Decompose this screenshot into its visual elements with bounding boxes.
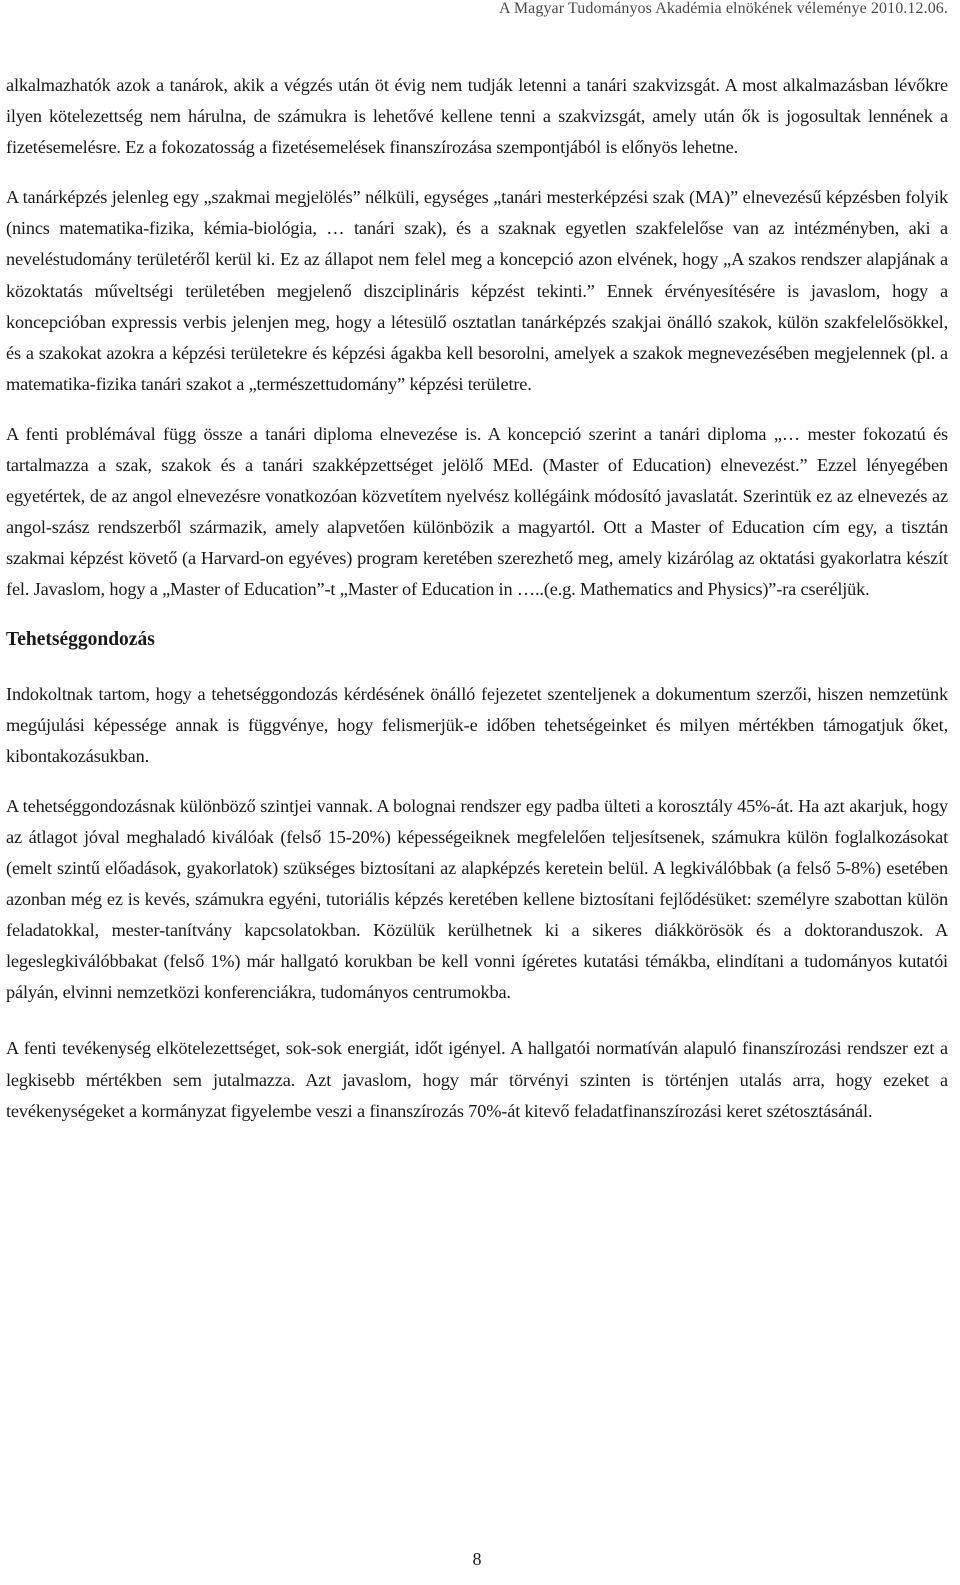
paragraph: Indokoltnak tartom, hogy a tehetséggondozás kérdésének önálló fejezetet szenteljenek a dokumentum szerzői, hiszen nemzetünk megújulási képessége annak is függvénye, hogy felismerjük-e időben tehetségeinket és milyen mértékben támogatjuk őket, kibontakozásukban. (6, 683, 948, 766)
document-page (6, 0, 948, 1585)
page-number: 8 (472, 1549, 482, 1569)
document-body (6, 70, 948, 1127)
section-heading: Tehetséggondozás (6, 628, 155, 650)
paragraph: alkalmazhatók azok a tanárok, akik a végzés után öt évig nem tudják letenni a tanári szakvizsgát. A most alkalmazásban lévőkre ilyen kötelezettség nem hárulna, de számukra is lehetővé kellene tenni a szakvizsgát, amely után ők is jogosultak lennének a fizetésemelésre. Ez a fokozatosság a fizetésemelések finanszírozása szempontjából is előnyös lehetne. (6, 75, 948, 158)
paragraph: A tehetséggondozásnak különböző szintjei vannak. A bolognai rendszer egy padba ülteti a korosztály 45%-át. Ha azt akarjuk, hogy az átlagot jóval meghaladó kiválóak (felső 15-20%) képességeiknek megfelelően teljesítsenek, számukra külön foglalkozásokat (emelt szintű előadások, gyakorlatok) szükséges biztosítani az alapképzés keretein belül. A legkiválóbbak (a felső 5-8%) esetében azonban még ez is kevés, számukra egyéni, tutoriális képzés keretében kellene biztosítani fejlődésüket: személyre szabottan külön feladatokkal, mester-tanítvány kapcsolatokban. Közülük kerülhetnek ki a sikeres diákkörösök és a doktoranduszok. A legeslegkiválóbbakat (felső 1%) már hallgató korukban be kell vonni ígéretes kutatási témákba, elindítani a tudományos kutatói pályán, elvinni nemzetközi konferenciákra, tudományos centrumokba. (6, 795, 948, 1003)
paragraph: A fenti tevékenység elkötelezettséget, sok-sok energiát, időt igényel. A hallgatói normatíván alapuló finanszírozási rendszer ezt a legkisebb mértékben sem jutalmazza. Azt javaslom, hogy már törvényi szinten is történjen utalás arra, hogy ezeket a tevékenységeket a kormányzat figyelembe veszi a finanszírozás 70%-át kitevő feladatfinanszírozási keret szétosztásánál. (6, 1038, 948, 1121)
paragraph: A fenti problémával függ össze a tanári diploma elnevezése is. A koncepció szerint a tanári diploma „… mester fokozatú és tartalmazza a szak, szakok és a tanári szakképzettséget jelölő MEd. (Master of Education) elnevezést.” Ezzel lényegében egyetértek, de az angol elnevezésre vonatkozóan közvetítem nyelvész kollégáink módosító javaslatát. Szerintük ez az elnevezés az angol-szász rendszerből származik, amely alapvetően különbözik a magyartól. Ott a Master of Education cím egy, a tisztán szakmai képzést követő (a Harvard-on egyéves) program keretében szerezhető meg, amely kizárólag az oktatási gyakorlatra készít fel. Javaslom, hogy a „Master of Education”-t „Master of Education in …..(e.g. Mathematics and Physics)”-ra cseréljük. (6, 423, 948, 600)
paragraph: A tanárképzés jelenleg egy „szakmai megjelölés” nélküli, egységes „tanári mesterképzési szak (MA)” elnevezésű képzésben folyik (nincs matematika-fizika, kémia-biológia, … tanári szak), és a szaknak egyetlen szakfelelőse van az intézményben, aki a neveléstudomány területéről kerül ki. Ez az állapot nem felel meg a koncepció azon elvének, hogy „A szakos rendszer alapjának a közoktatás műveltségi területében megjelenő diszciplináris képzést tekinti.” Ennek érvényesítésére is javaslom, hogy a koncepcióban expressis verbis jelenjen meg, hogy a létesülő osztatlan tanárképzés szakjai önálló szakok, külön szakfelelősökkel, és a szakokat azokra a képzési területekre és képzési ágakba kell besorolni, amelyek a szakok megnevezésében megjelennek (pl. a matematika-fizika tanári szakot a „természettudomány” képzési területre. (6, 187, 948, 394)
running-header: A Magyar Tudományos Akadémia elnökének véleménye 2010.12.06. (498, 0, 948, 17)
